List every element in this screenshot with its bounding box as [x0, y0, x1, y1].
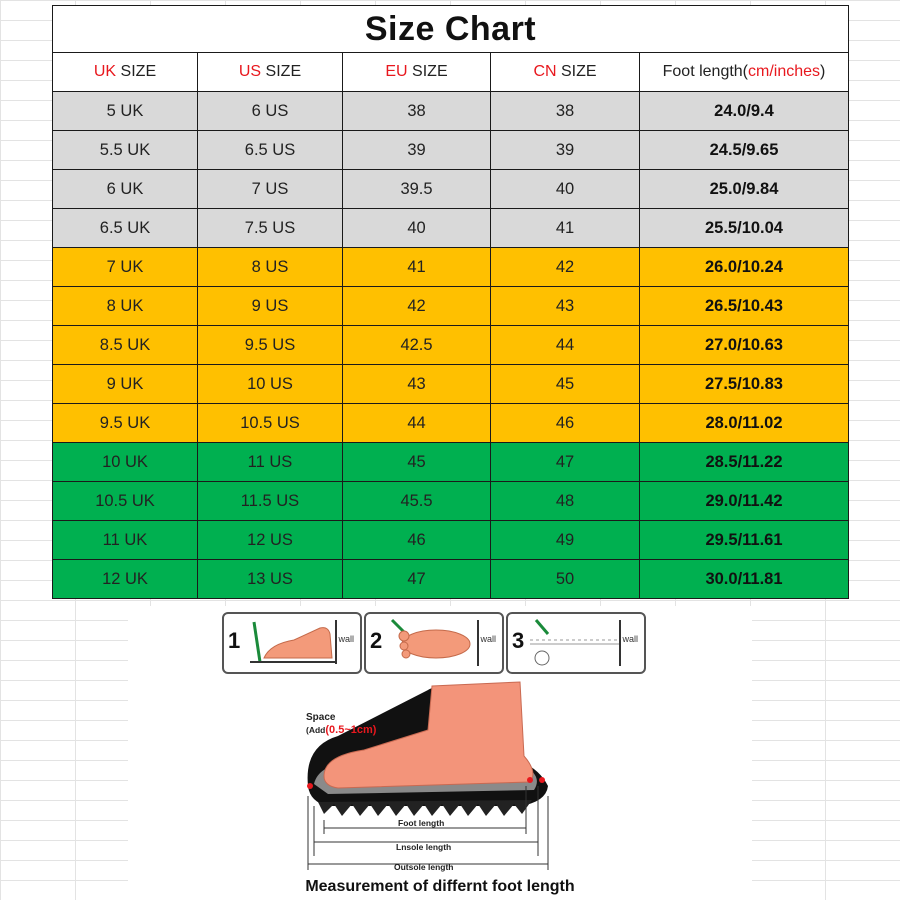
step-number: 3 [512, 628, 525, 653]
table-cell: 50 [491, 560, 640, 599]
wall-label: wall [338, 634, 354, 644]
table-cell: 10 US [198, 365, 343, 404]
column-header [198, 53, 343, 92]
table-row [53, 131, 849, 170]
table-body [53, 92, 849, 599]
table-cell: 8.5 UK [53, 326, 198, 365]
header-unit: cm/inches [748, 63, 821, 80]
size-chart-table [52, 5, 849, 599]
table-cell: 44 [491, 326, 640, 365]
column-header [640, 53, 849, 92]
diagram-caption: Measurement of differnt foot length [305, 878, 575, 895]
step-number: 1 [228, 628, 241, 653]
table-cell: 45 [491, 365, 640, 404]
outsole-length-label: Outsole length [394, 862, 454, 872]
table-cell: 11 US [198, 443, 343, 482]
table-cell: 39 [343, 131, 491, 170]
wall-label: wall [622, 634, 638, 644]
table-cell: 28.5/11.22 [640, 443, 849, 482]
table-cell: 27.0/10.63 [640, 326, 849, 365]
table-cell: 44 [343, 404, 491, 443]
header-prefix: US [238, 63, 262, 80]
table-cell: 12 UK [53, 560, 198, 599]
table-row [53, 248, 849, 287]
table-cell: 10.5 UK [53, 482, 198, 521]
table-cell: 46 [491, 404, 640, 443]
table-cell: 7 US [198, 170, 343, 209]
table-row [53, 170, 849, 209]
header-suffix: SIZE [556, 63, 597, 80]
page-title: Size Chart [53, 6, 849, 53]
table-cell: 42 [343, 287, 491, 326]
table-cell: 9.5 US [198, 326, 343, 365]
table-cell: 8 UK [53, 287, 198, 326]
table-cell: 27.5/10.83 [640, 365, 849, 404]
table-row [53, 482, 849, 521]
table-cell: 8 US [198, 248, 343, 287]
table-cell: 28.0/11.02 [640, 404, 849, 443]
table-cell: 39 [491, 131, 640, 170]
table-cell: 13 US [198, 560, 343, 599]
table-row [53, 443, 849, 482]
header-prefix: UK [93, 63, 117, 80]
table-cell: 42.5 [343, 326, 491, 365]
header-suffix: SIZE [116, 63, 157, 80]
foot-length-label: Foot length [398, 818, 445, 828]
table-cell: 26.5/10.43 [640, 287, 849, 326]
table-cell: 10.5 US [198, 404, 343, 443]
header-row [53, 53, 849, 92]
table-cell: 47 [343, 560, 491, 599]
table-cell: 11.5 US [198, 482, 343, 521]
header-suffix: SIZE [261, 63, 302, 80]
table-row [53, 92, 849, 131]
table-row [53, 287, 849, 326]
table-cell: 25.5/10.04 [640, 209, 849, 248]
table-cell: 45.5 [343, 482, 491, 521]
table-cell: 6 UK [53, 170, 198, 209]
table-cell: 5.5 UK [53, 131, 198, 170]
table-row [53, 521, 849, 560]
table-cell: 42 [491, 248, 640, 287]
space-add-label [306, 724, 376, 736]
header-suffix: ) [820, 63, 826, 80]
table-cell: 11 UK [53, 521, 198, 560]
insole-length-label: Lnsole length [396, 842, 452, 852]
table-cell: 45 [343, 443, 491, 482]
step-number: 2 [370, 628, 383, 653]
table-row [53, 326, 849, 365]
table-cell: 24.0/9.4 [640, 92, 849, 131]
table-cell: 29.5/11.61 [640, 521, 849, 560]
header-prefix: EU [385, 63, 408, 80]
table-cell: 7.5 US [198, 209, 343, 248]
table-cell: 49 [491, 521, 640, 560]
table-cell: 7 UK [53, 248, 198, 287]
table-cell: 29.0/11.42 [640, 482, 849, 521]
table-row [53, 209, 849, 248]
table-cell: 40 [343, 209, 491, 248]
table-cell: 9 US [198, 287, 343, 326]
table-row [53, 404, 849, 443]
table-cell: 10 UK [53, 443, 198, 482]
table-cell: 41 [343, 248, 491, 287]
space-add-prefix: (Add [306, 725, 326, 735]
table-row [53, 365, 849, 404]
header-prefix: CN [533, 63, 557, 80]
table-cell: 41 [491, 209, 640, 248]
table-cell: 46 [343, 521, 491, 560]
space-label: Space [306, 712, 336, 723]
table-cell: 25.0/9.84 [640, 170, 849, 209]
table-cell: 39.5 [343, 170, 491, 209]
table-cell: 5 UK [53, 92, 198, 131]
column-header [491, 53, 640, 92]
table-cell: 30.0/11.81 [640, 560, 849, 599]
header-prefix: Foot length( [662, 63, 749, 80]
wall-label: wall [480, 634, 496, 644]
table-cell: 47 [491, 443, 640, 482]
measurement-illustration [128, 606, 752, 900]
header-suffix: SIZE [407, 63, 448, 80]
table-cell: 40 [491, 170, 640, 209]
table-cell: 38 [343, 92, 491, 131]
table-cell: 9.5 UK [53, 404, 198, 443]
space-add-value: (0.5~1cm) [325, 724, 377, 736]
table-cell: 43 [343, 365, 491, 404]
column-header [343, 53, 491, 92]
table-cell: 6.5 UK [53, 209, 198, 248]
table-cell: 6.5 US [198, 131, 343, 170]
shoe-diagram-icon [128, 606, 752, 876]
table-cell: 38 [491, 92, 640, 131]
table-cell: 6 US [198, 92, 343, 131]
table-cell: 12 US [198, 521, 343, 560]
table-cell: 43 [491, 287, 640, 326]
column-header [53, 53, 198, 92]
table-cell: 9 UK [53, 365, 198, 404]
table-cell: 26.0/10.24 [640, 248, 849, 287]
table-cell: 48 [491, 482, 640, 521]
table-row [53, 560, 849, 599]
table-cell: 24.5/9.65 [640, 131, 849, 170]
